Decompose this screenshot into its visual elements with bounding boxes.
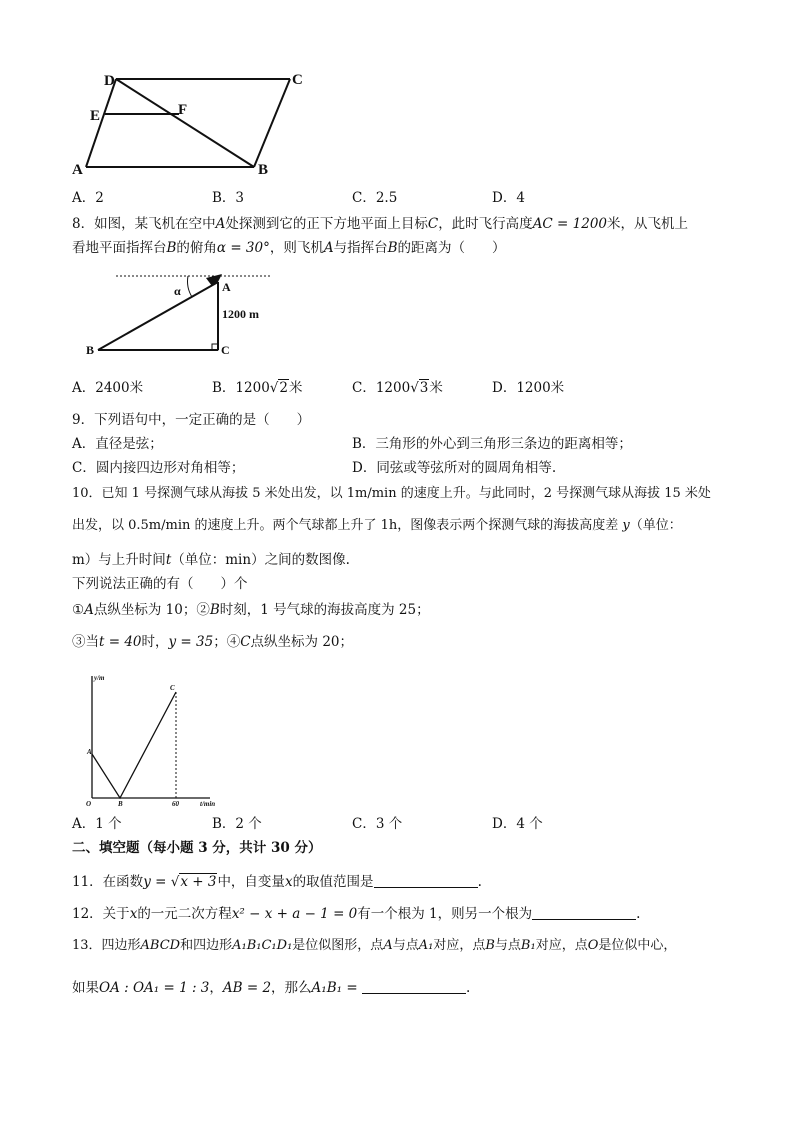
q8-fig-label-c: C [221, 343, 230, 357]
q11-answer-blank[interactable] [374, 873, 478, 888]
q10-stem-line1: 10．已知 1 号探测气球从海拔 5 米处出发，以 1m/min 的速度上升。与此同时，2 号探测气球从海拔 15 米处 [72, 486, 711, 501]
q7-option-c: C．2.5 [352, 190, 398, 206]
q12-answer-blank[interactable] [532, 905, 636, 920]
section-fill-in-title: 二、填空题（每小题 3 分，共计 30 分） [72, 840, 322, 856]
q7-label-d: D [104, 73, 115, 89]
q9-stem: 9．下列语句中，一定正确的是（ ） [72, 412, 311, 428]
q7-diagonal-db [116, 79, 254, 167]
q9-option-d: D．同弦或等弦所对的圆周角相等. [352, 460, 557, 476]
q8-stem-line1: 8．如图，某飞机在空中A处探测到它的正下方地平面上目标C，此时飞行高度AC = 1200米，从飞机上 [72, 216, 689, 232]
q8-option-d: D．1200米 [492, 380, 565, 396]
q7-option-a: A．2 [72, 190, 104, 206]
q9-option-b: B．三角形的外心到三角形三条边的距离相等； [352, 436, 632, 452]
q10-stem-line4: 下列说法正确的有（ ）个 [72, 576, 248, 592]
q10-fig-origin: O [86, 800, 92, 808]
q7-label-c: C [292, 72, 303, 88]
q10-fig-label-a: A [87, 748, 92, 756]
q8-fig-label-b: B [86, 343, 95, 357]
q10-option-b: B．2 个 [212, 816, 262, 832]
q10-fig-label-b: B [118, 800, 123, 808]
q9-option-c: C．圆内接四边形对角相等； [72, 460, 245, 476]
q13-stem-line2: 如果OA : OA₁ = 1 : 3，AB = 2，那么A₁B₁ = . [72, 980, 471, 996]
q7-parallelogram-figure [70, 66, 320, 176]
q7-label-a: A [72, 162, 83, 176]
q13-stem-line1: 13．四边形ABCD和四边形A₁B₁C₁D₁是位似图形，点A与点A₁对应，点B与点B₁对应，点O是位似中心， [72, 938, 677, 953]
q7-option-b: B．3 [212, 190, 245, 206]
q10-fig-tick-60: 60 [172, 800, 179, 808]
q10-fig-label-c: C [170, 684, 175, 692]
q7-label-f: F [178, 102, 188, 118]
q10-fig-xlabel: t/min [200, 800, 216, 808]
q8-triangle-figure [82, 264, 282, 360]
q8-fig-height: 1200 m [222, 307, 259, 321]
q11-stem: 11．在函数y = √x + 3中，自变量x的取值范围是 . [72, 874, 482, 890]
q8-option-c: C．1200√3米 [352, 380, 443, 396]
q8-stem-line2: 看地平面指挥台B的俯角α = 30°，则飞机A与指挥台B的距离为（ ） [72, 240, 506, 256]
q8-option-a: A．2400米 [72, 380, 144, 396]
q13-answer-blank[interactable] [362, 979, 466, 994]
q8-segment-ab [98, 282, 218, 350]
q8-fig-label-a: A [222, 280, 231, 294]
q7-edge-cb [254, 79, 290, 167]
q10-option-d: D．4 个 [492, 816, 543, 832]
q12-stem: 12．关于x的一元二次方程x² − x + a − 1 = 0有一个根为 1，则另一个根为 . [72, 906, 641, 922]
q10-fig-ylabel: y/m [94, 674, 105, 682]
q10-option-a: A．1 个 [72, 816, 122, 832]
q10-stem-line2: 出发，以 0.5m/min 的速度上升。两个气球都上升了 1h，图像表示两个探测气球的海拔高度差 y（单位： [72, 518, 682, 533]
q8-option-b: B．1200√2米 [212, 380, 303, 396]
q10-statements-1-2: ①A点纵坐标为 10；②B时刻，1 号气球的海拔高度为 25； [72, 602, 430, 618]
q7-option-d: D．4 [492, 190, 525, 206]
q10-graph-line [92, 692, 176, 798]
q10-stem-line3: m）与上升时间t（单位：min）之间的数图像. [72, 552, 350, 568]
q9-option-a: A．直径是弦； [72, 436, 163, 452]
q10-statements-3-4: ③当t = 40时，y = 35；④C点纵坐标为 20； [72, 634, 354, 650]
q10-graph-figure [82, 670, 222, 810]
q8-fig-alpha: α [174, 284, 181, 298]
q7-label-b: B [258, 162, 269, 176]
q10-option-c: C．3 个 [352, 816, 403, 832]
q8-alpha-arc [188, 276, 192, 297]
q7-label-e: E [90, 108, 101, 124]
